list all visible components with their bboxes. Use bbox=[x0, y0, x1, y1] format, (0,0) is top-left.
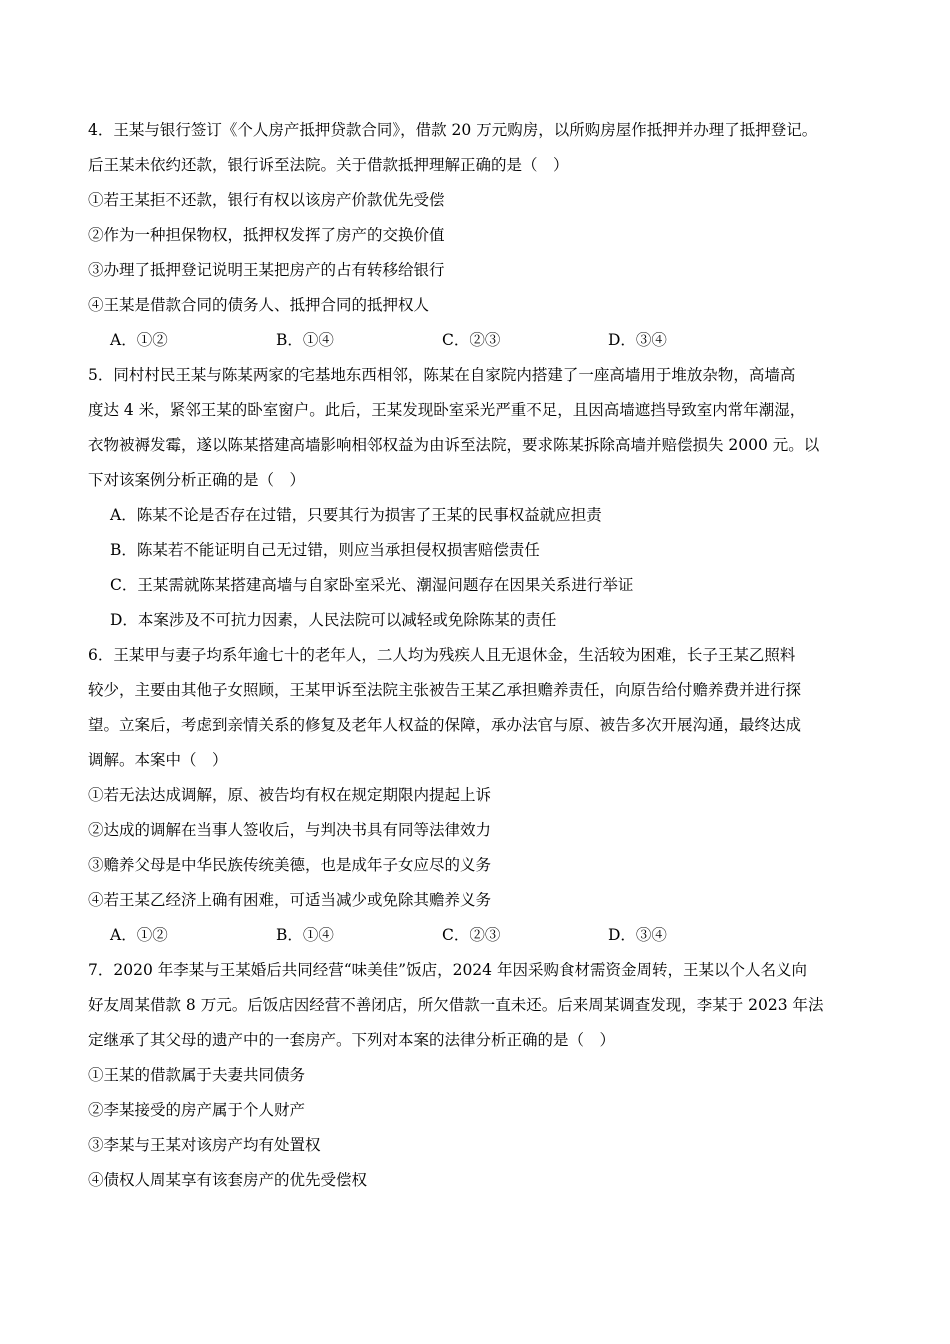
option-c: C．王某需就陈某搭建高墙与自家卧室采光、潮湿问题存在因果关系进行举证 bbox=[110, 576, 634, 594]
statement: ③办理了抵押登记说明王某把房产的占有转移给银行 bbox=[88, 261, 445, 279]
option-a: A．①② bbox=[110, 331, 168, 349]
question-stem-line: 5．同村村民王某与陈某两家的宅基地东西相邻，陈某在自家院内搭建了一座高墙用于堆放杂物，高墙高 bbox=[88, 366, 796, 384]
option-c: C．②③ bbox=[442, 926, 501, 944]
question-stem-line: 7．2020 年李某与王某婚后共同经营“味美佳”饭店，2024 年因采购食材需资金周转，王某以个人名义向 bbox=[88, 961, 807, 979]
answer-options bbox=[88, 323, 878, 358]
option-b: B．陈某若不能证明自己无过错，则应当承担侵权损害赔偿责任 bbox=[110, 541, 540, 559]
statement: ②达成的调解在当事人签收后，与判决书具有同等法律效力 bbox=[88, 821, 492, 839]
question-stem-line: 好友周某借款 8 万元。后饭店因经营不善闭店，所欠借款一直未还。后来周某调查发现，李某于 2023 年法 bbox=[88, 996, 824, 1014]
question-stem-line: 度达 4 米，紧邻王某的卧室窗户。此后，王某发现卧室采光严重不足，且因高墙遮挡导致室内常年潮湿， bbox=[88, 401, 806, 419]
question-stem-line: 较少，主要由其他子女照顾，王某甲诉至法院主张被告王某乙承担赡养责任，向原告给付赡养费并进行探 bbox=[88, 681, 802, 699]
question-7 bbox=[88, 953, 878, 1198]
question-stem-line: 后王某未依约还款，银行诉至法院。关于借款抵押理解正确的是（ ） bbox=[88, 156, 569, 174]
statement: ③李某与王某对该房产均有处置权 bbox=[88, 1136, 321, 1154]
statement: ④债权人周某享有该套房产的优先受偿权 bbox=[88, 1171, 368, 1189]
statement: ④若王某乙经济上确有困难，可适当减少或免除其赡养义务 bbox=[88, 891, 492, 909]
statement: ①王某的借款属于夫妻共同债务 bbox=[88, 1066, 306, 1084]
exam-page bbox=[88, 113, 878, 1198]
statement: ③赡养父母是中华民族传统美德，也是成年子女应尽的义务 bbox=[88, 856, 492, 874]
option-b: B．①④ bbox=[276, 926, 334, 944]
question-4 bbox=[88, 113, 878, 358]
question-stem-line: 望。立案后，考虑到亲情关系的修复及老年人权益的保障，承办法官与原、被告多次开展沟通，最终达成 bbox=[88, 716, 802, 734]
question-stem-line: 4．王某与银行签订《个人房产抵押贷款合同》，借款 20 万元购房，以所购房屋作抵押并办理了抵押登记。 bbox=[88, 121, 818, 139]
statement: ②作为一种担保物权，抵押权发挥了房产的交换价值 bbox=[88, 226, 445, 244]
question-stem-line: 下对该案例分析正确的是（ ） bbox=[88, 471, 306, 489]
question-stem-line: 6．王某甲与妻子均系年逾七十的老年人，二人均为残疾人且无退休金，生活较为困难，长子王某乙照料 bbox=[88, 646, 796, 664]
option-d: D．③④ bbox=[608, 926, 667, 944]
statement: ②李某接受的房产属于个人财产 bbox=[88, 1101, 306, 1119]
option-d: D．本案涉及不可抗力因素，人民法院可以减轻或免除陈某的责任 bbox=[110, 611, 557, 629]
option-c: C．②③ bbox=[442, 331, 501, 349]
statement: ①若王某拒不还款，银行有权以该房产价款优先受偿 bbox=[88, 191, 445, 209]
option-b: B．①④ bbox=[276, 331, 334, 349]
question-stem-line: 衣物被褥发霉，遂以陈某搭建高墙影响相邻权益为由诉至法院，要求陈某拆除高墙并赔偿损失 2000 元。以 bbox=[88, 436, 820, 454]
question-6 bbox=[88, 638, 878, 953]
option-a: A．陈某不论是否存在过错，只要其行为损害了王某的民事权益就应担责 bbox=[110, 506, 602, 524]
question-stem-line: 定继承了其父母的遗产中的一套房产。下列对本案的法律分析正确的是（ ） bbox=[88, 1031, 616, 1049]
question-5 bbox=[88, 358, 878, 638]
option-a: A．①② bbox=[110, 926, 168, 944]
statement: ④王某是借款合同的债务人、抵押合同的抵押权人 bbox=[88, 296, 430, 314]
answer-options bbox=[88, 918, 878, 953]
statement: ①若无法达成调解，原、被告均有权在规定期限内提起上诉 bbox=[88, 786, 492, 804]
option-d: D．③④ bbox=[608, 331, 667, 349]
question-stem-line: 调解。本案中（ ） bbox=[88, 751, 228, 769]
